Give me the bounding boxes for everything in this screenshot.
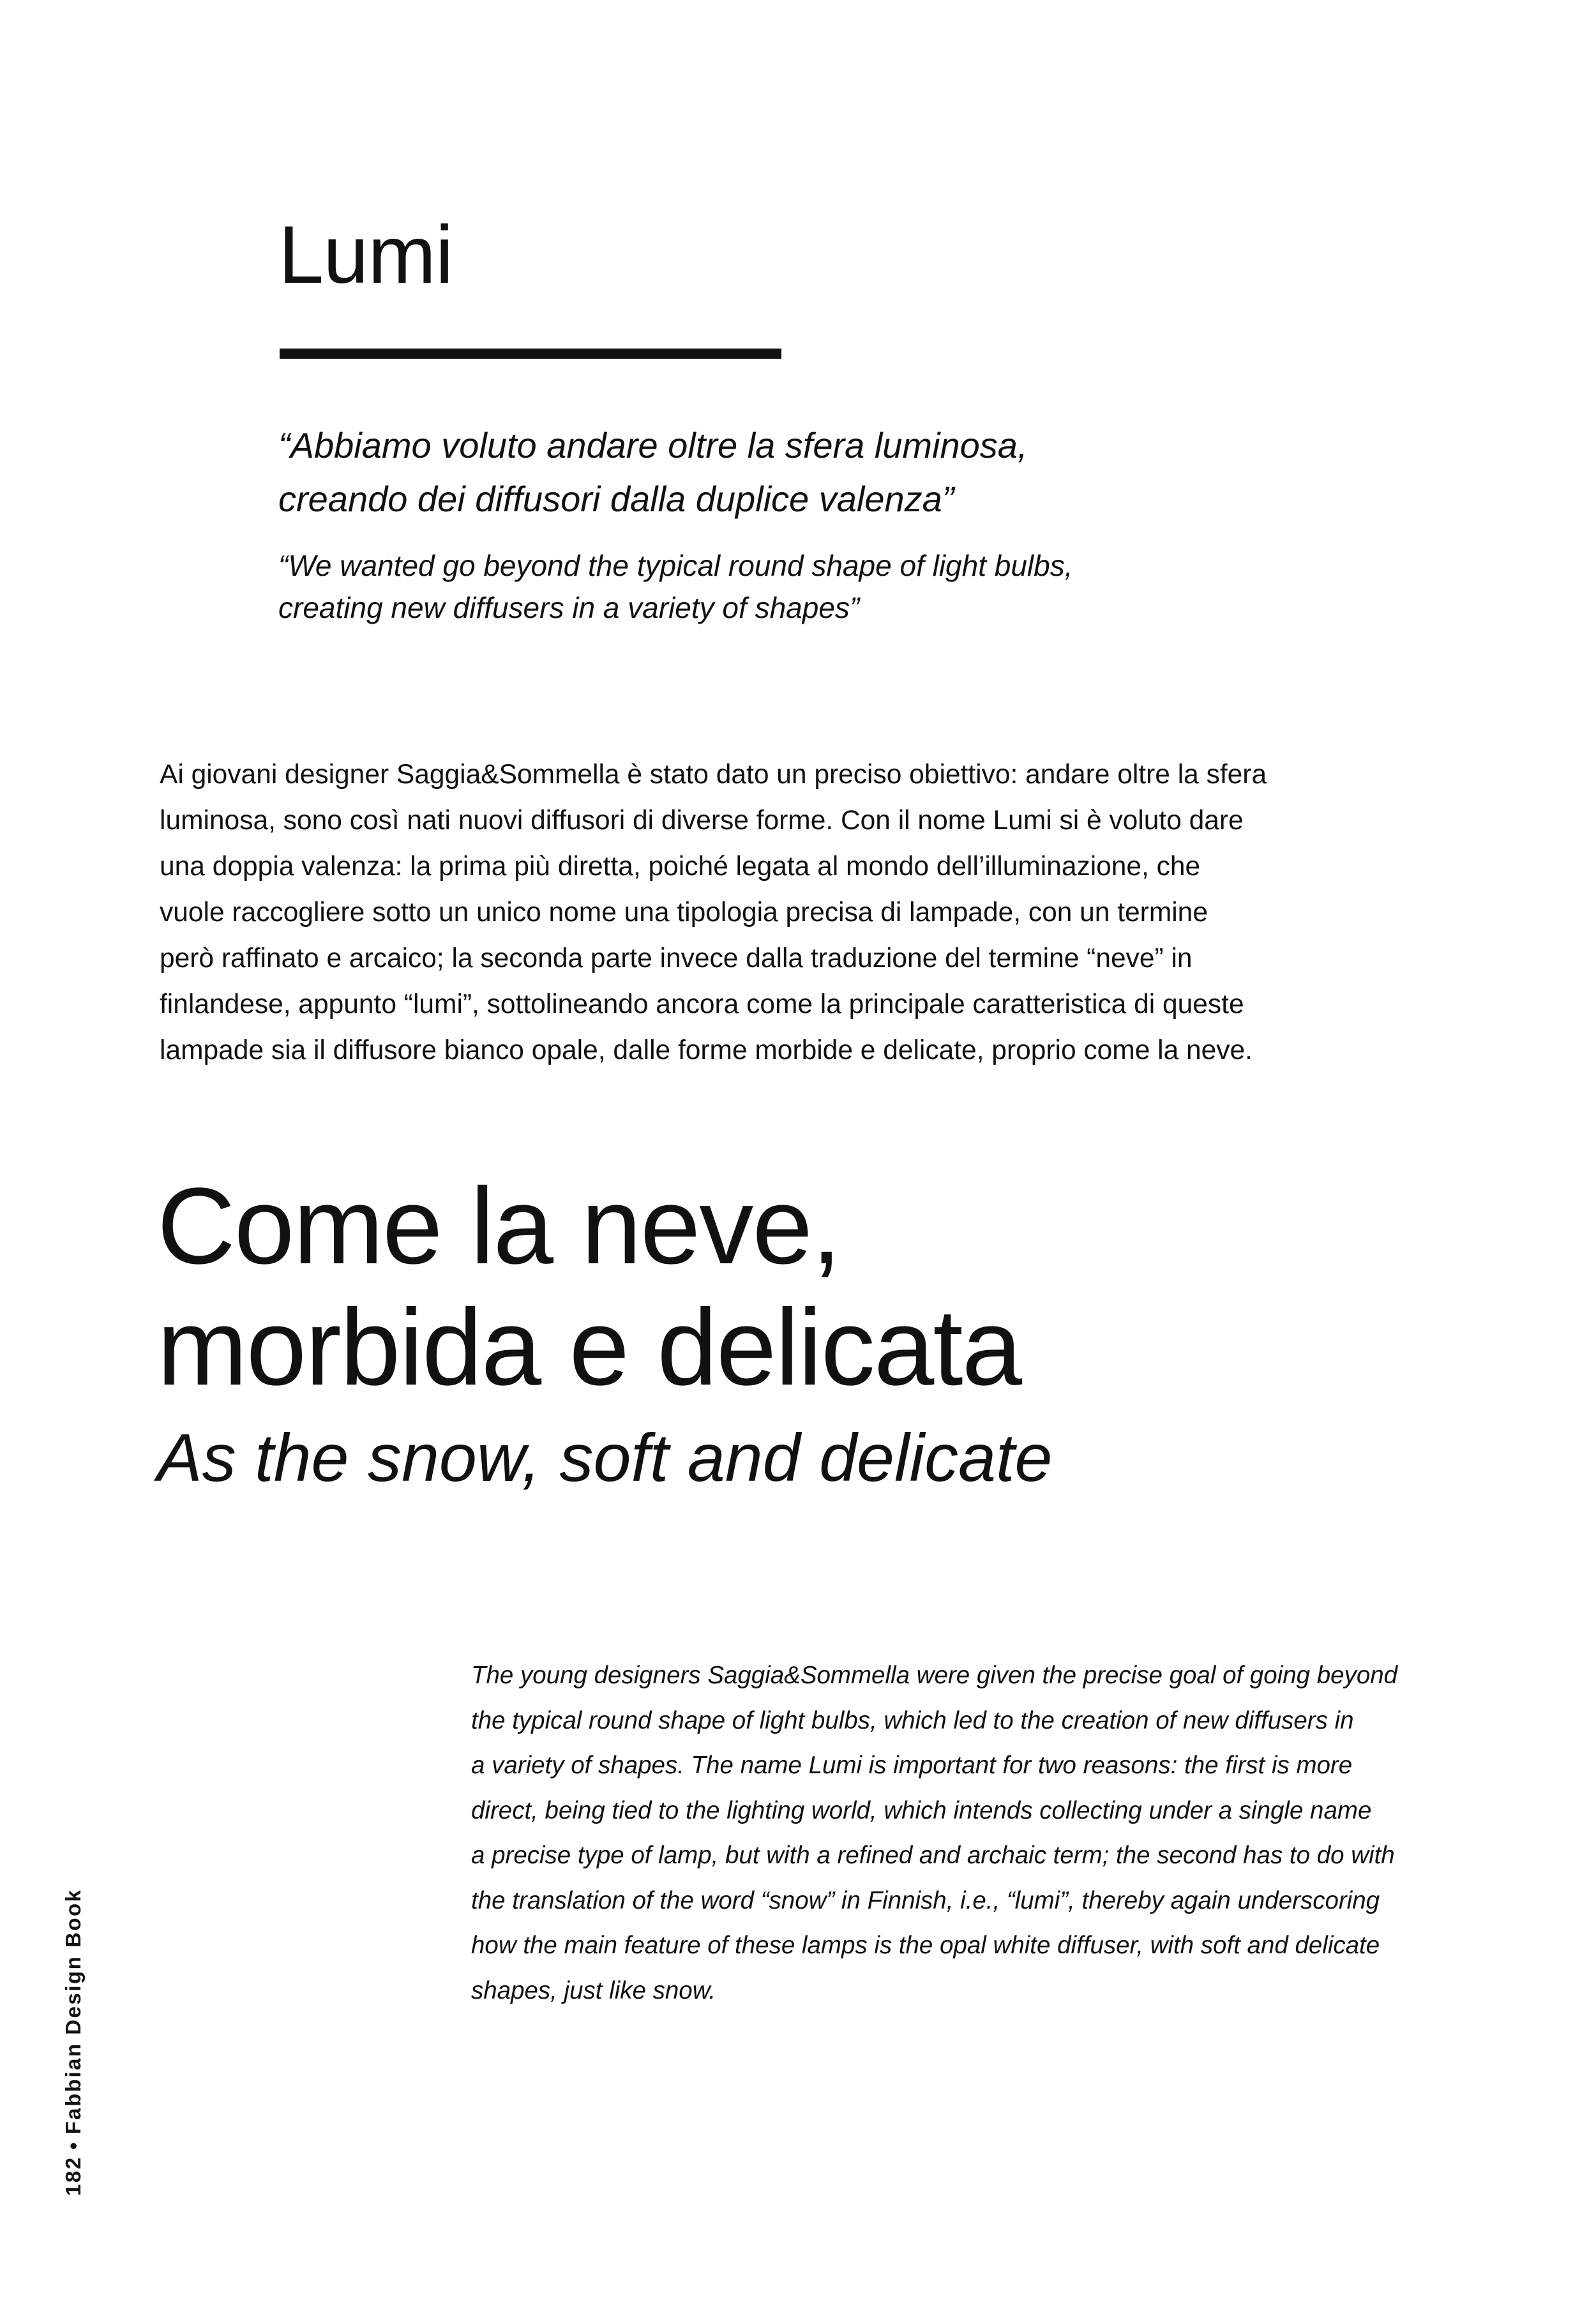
page-number: 182 [61, 2156, 85, 2196]
body-text-english: The young designers Saggia&Sommella were given the precise goal of going beyond the typical round shape of light bulbs, which led to the creation of new diffusers in a variety of shapes. The name Lumi is important for two reasons: the first is more direct, being tied to the lighting world, which intends collecting under a single name a precise type of lamp, but with a refined and archaic term; the second has to do with the translation of the word “snow” in Finnish, i.e., “lumi”, thereby again underscoring how the main feature of these lamps is the opal white diffuser, with soft and delicate shapes, just like snow. [471, 1662, 1398, 2004]
title-underline [280, 349, 781, 359]
page-footer [63, 1889, 84, 2197]
book-title: Fabbian Design Book [61, 1888, 85, 2135]
page-title: Lumi [278, 209, 453, 301]
footer-bullet: • [61, 2140, 85, 2150]
body-text-italian: Ai giovani designer Saggia&Sommella è stato dato un preciso obiettivo: andare oltre la sfera luminosa, sono così nati nuovi diffusori di diverse forme. Con il nome Lumi si è voluto dare una doppia valenza: la prima più diretta, poiché legata al mondo dell’illuminazione, che vuole raccogliere sotto un unico nome una tipologia precisa di lampade, con un termine però raffinato e arcaico; la seconda parte invece dalla traduzione del termine “neve” in finlandese, appunto “lumi”, sottolineando ancora come la principale caratteristica di queste lampade sia il diffusore bianco opale, dalle forme morbide e delicate, proprio come la neve. [160, 760, 1267, 1065]
section-subheadline: As the snow, soft and delicate [157, 1420, 1053, 1496]
quote-italian: “Abbiamo voluto andare oltre la sfera luminosa, creando dei diffusori dalla duplice valenza” [278, 425, 1028, 519]
section-headline: Come la neve, morbida e delicata [157, 1166, 1021, 1408]
quote-english: “We wanted go beyond the typical round shape of light bulbs, creating new diffusers in a variety of shapes” [278, 549, 1073, 624]
